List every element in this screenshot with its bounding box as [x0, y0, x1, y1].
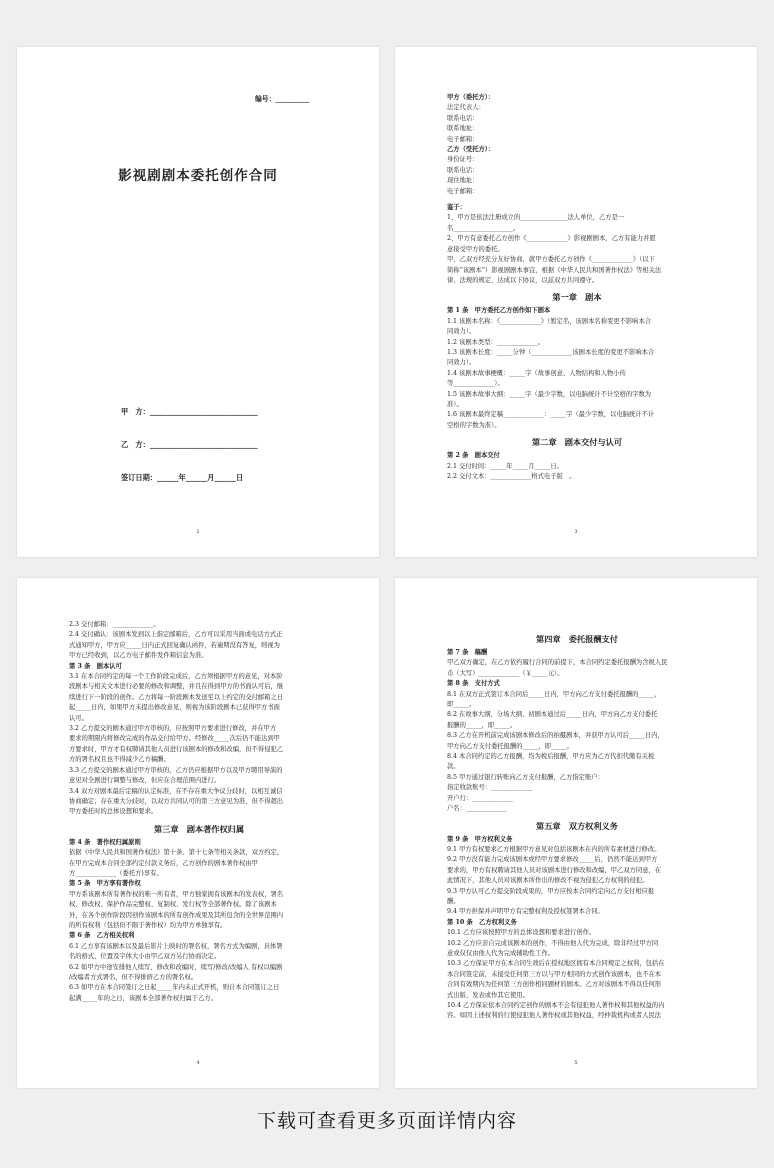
clause-heading: 第 5 条 甲方享有著作权 [69, 880, 141, 888]
text-line: 起_____日内，如果甲方未提出修改意见，则视为该阶段剧本已获得甲方书面 [69, 704, 280, 712]
text-line: 10.3 乙方保证甲方在本合同生效后在授权地区拥有本合同规定之权利，包括在 [447, 960, 665, 968]
page-4 [395, 578, 757, 1088]
text-line: 意或仅仅由他人代为完成辅助性工作。 [447, 949, 555, 957]
text-line: 8.2 在故事大纲、分场大纲、初剧本通过后_____日内，甲方向乙方支付委托 [447, 711, 658, 719]
text-line: 指定收款账号：_____________ [447, 784, 533, 792]
text-line: 3.2 乙方提交的剧本通过甲方审核的，应按照甲方要求进行修改，并在甲方 [69, 725, 277, 733]
text-line: 等_____________）。 [447, 380, 504, 388]
text-line: 1.6 该剧本最终定稿_____________：_____字（最少字数，以电脑统计不计 [447, 411, 655, 419]
text-line: 8.1 在双方正式签订本合同后_____日内，甲方向乙方支付委托报酬的_____， [447, 690, 661, 698]
chapter-heading: 第五章 双方权利义务 [536, 820, 618, 831]
text-line: 起满_____年的之日，该剧本全部著作权归属于乙方。 [69, 994, 217, 1002]
page-number: 2 [196, 529, 200, 535]
chapter-heading: 第四章 委托报酬支付 [536, 634, 618, 644]
sign-date-line: 签订日期：______年______月______日 [121, 473, 244, 482]
text-line: 3.1 在本合同约定的每一个工作阶段完成后，乙方须根据甲方的意见，对本阶 [69, 673, 283, 681]
text-line: 名的格式、位置及字体大小由甲乙双方另行协商决定。 [69, 953, 221, 961]
text-line: 式出版、发表或作其它使用。 [447, 991, 529, 999]
text-line: 1.3 该剧本长度：_____分钟（_____________该剧本长度的变更不影响本合 [447, 348, 655, 356]
text-line: 甲方向乙方支付委托报酬的_____，即_____。 [447, 742, 573, 750]
text-line: 身份证号： [447, 156, 479, 164]
text-line: 电子邮箱： [447, 187, 479, 195]
text-line: 甲乙双方确定，在乙方依约履行合同的前提下，本合同约定委托报酬为含税人民 [447, 659, 668, 667]
text-line: 1.2 该剧本类型：_____________。 [447, 338, 545, 346]
page-body [447, 628, 707, 1022]
text-line: 本合同签定前，未接受任何第三方以与甲方相同的方式创作该剧本，也不在本 [447, 970, 662, 978]
text-line: 要求的，甲方有权聘请其他人员对该剧本进行修改和改编，甲乙双方同意，在 [447, 866, 662, 874]
text-line: 酬。 [447, 897, 460, 905]
text-line: 9.1 甲方有权要求乙方根据甲方意见对包括该剧本在内的所有素材进行修改。 [447, 845, 661, 853]
text-line: 10.4 乙方保证依本合同约定创作的剧本不会有侵犯他人著作权和其他权益的内 [447, 1002, 665, 1009]
text-line: 8.4 本合同约定的乙方报酬，均为税后报酬，甲方应为乙方代扣代缴有关税 [447, 753, 655, 761]
text-line: 8.5 甲方通过银行转账向乙方支付报酬，乙方指定账户： [447, 773, 604, 781]
text-line: 款。 [447, 763, 460, 771]
text-line: 准）。 [447, 400, 463, 408]
text-line: 2、甲方有意委托乙方创作《_____________》影视剧剧本，乙方有能力并愿 [447, 235, 656, 243]
clause-heading: 乙方（受托方）： [447, 146, 495, 154]
text-line: 协商确定；存在重大分歧时，以双方共同认可的第三方意见为准，但不得超出 [69, 797, 284, 805]
clause-heading: 甲方（委托方）： [447, 94, 495, 101]
text-line: 现住地址： [447, 177, 479, 185]
text-line: 段剧本与相关文本进行必要的修改和调整，并且在得到甲方的书面认可后，继 [69, 683, 284, 691]
text-line: 方要求时，甲方才有权聘请其他人员进行该剧本的修改和改编，但不得侵犯乙 [69, 745, 284, 753]
page-2 [395, 47, 757, 557]
text-line: 1、甲方是依法注册成立的_______________法人单位，乙方是一 [447, 214, 625, 222]
text-line: 10.1 乙方应该按照甲方的总体设想和要求进行创作。 [447, 929, 596, 937]
clause-heading: 鉴于： [447, 204, 466, 212]
clause-heading: 第 10 条 乙方权利义务 [447, 918, 517, 926]
text-line: 2.4 交付确认：该剧本发到以上指定邮箱后，乙方可以采用当面或电话方式正 [69, 631, 283, 639]
text-line: 名___________________。 [447, 224, 520, 232]
more-pages-caption[interactable]: 下载可查看更多页面详情内容 [256, 1110, 517, 1132]
text-line: 认可。 [69, 714, 88, 722]
text-line: 2.1 交付时间：_____年_____月_____日。 [447, 462, 563, 470]
text-line: 的所有权利（包括但不限于著作权）均为甲方单独享有。 [69, 921, 227, 929]
page-body [447, 93, 707, 482]
text-line: 意见对全剧进行调整与修改，但应在合理范围内进行。 [69, 777, 221, 785]
text-line: 9.4 甲方担保并声明甲方有完整权利及授权签署本合同。 [447, 908, 604, 916]
text-line: 在甲方完成本合同全部约定付款义务后，乙方创作的剧本著作权由甲 [69, 859, 258, 867]
text-line: 简称“该剧本”）影视剧剧本事宜，根据《中华人民共和国著作权法》等相关法 [447, 266, 662, 274]
text-line: 2.3 交付邮箱：_____________。 [69, 621, 160, 628]
clause-heading: 第 1 条 甲方委托乙方创作如下剧本 [447, 307, 551, 315]
clause-heading: 第 4 条 著作权归属原则 [69, 838, 141, 846]
clause-heading: 第 9 条 甲方权利义务 [447, 835, 513, 843]
clause-heading: 第 7 条 稿酬 [447, 649, 488, 656]
text-line: 甲方系该剧本所有著作权的唯一所有者，甲方独家拥有该剧本的发表权、署名 [69, 890, 284, 898]
text-line: 1.1 该剧本名称：《_____________》（暂定名，该剧本名称变更不影响本合 [447, 317, 652, 325]
text-line: 6.1 乙方享有该剧本以及最后影片上映时的署名权，署名方式为编剧，具体署 [69, 942, 283, 950]
text-line: 1.4 该剧本故事梗概：_____字（故事创意、人物结构和人物小传 [447, 369, 626, 377]
page-cover [17, 47, 379, 557]
text-line: 权、修改权、保护作品完整权、复制权、发行权等全部著作权。除了该剧本 [69, 901, 277, 909]
page-number: 5 [574, 1060, 578, 1066]
text-line: 甲、乙双方经充分友好协商，就甲方委托乙方创作《_____________》（以下 [447, 256, 655, 264]
text-line: 9.3 甲方认可乙方提交阶段成果的，甲方应按本合同约定向乙方支付相应报 [447, 887, 655, 895]
clause-heading: 第 2 条 剧本交付 [447, 452, 500, 460]
text-line: 6.2 如甲方中途安排他人续写、修改和改编时，续写/修改/改编人 有权以编剧 [69, 963, 283, 971]
page-3 [17, 578, 379, 1088]
text-line: 8.3 乙方在开机前完成该剧本修改后的拍摄剧本，并获甲方认可后_____日内， [447, 732, 664, 740]
text-line: 律、法规的规定，达成以下协议，以兹双方共同遵守。 [447, 276, 599, 284]
text-line: 报酬的_____，即_____。 [447, 721, 517, 729]
text-line: 意接受甲方的委托。 [447, 245, 504, 253]
text-line: 户名：_____________ [447, 805, 507, 813]
page-number: 3 [574, 529, 578, 535]
text-line: 法定代表人： [447, 104, 485, 112]
text-line: 外，在各个创作阶段因创作该剧本的所有创作成果及其所包含的全世界范围内 [69, 911, 284, 919]
text-line: 电子邮箱： [447, 135, 479, 143]
chapter-heading: 第一章 剧本 [552, 292, 602, 303]
text-line: 空格的字数为准）。 [447, 421, 501, 429]
party-b-line: 乙 方：______________________________ [121, 440, 258, 449]
text-line: 9.2 甲方没有能力完成该剧本或经甲方要求修改_____后，仍然不能达到甲方 [447, 856, 658, 864]
text-line: 依据《中华人民共和国著作权法》第十条、第十七条等相关条款，双方约定， [69, 849, 284, 857]
text-line: 3.3 乙方提交的剧本通过甲方审核的，乙方仍应根据甲方以及甲方聘用导演的 [69, 766, 283, 774]
text-line: 甲方已经收到，以乙方电子邮件发件箱信息为准。 [69, 652, 208, 660]
text-line: 方_____________（委托方)享有。 [69, 869, 163, 877]
page-body [69, 620, 329, 1004]
text-line: 6.3 如甲方在本合同签订之日起_____年内未正式开机，则自本合同签订之日 [69, 984, 280, 992]
text-line: 联系地址： [447, 125, 479, 133]
text-line: 要求的期限内将修改完成的作品交付给甲方。经修改_____次后仍不能达到甲 [69, 735, 280, 743]
text-line: 式通知甲方，甲方应_____日内正式回复确认函件，若逾期没有答复，则视为 [69, 641, 280, 649]
chapter-heading: 第三章 剧本著作权归属 [153, 823, 245, 834]
text-line: 联系电话： [447, 114, 479, 122]
text-line: 开户行：_____________ [447, 794, 514, 802]
text-line: 容。如因上述权利的行使侵犯他人著作权或其他权益，经仲裁机构或者人民法 [447, 1012, 662, 1020]
text-line: 1.5 该剧本故事大纲：_____字（最少字数，以电脑统计不计空格的字数为 [447, 390, 652, 398]
text-line: 同效力）。 [447, 359, 476, 367]
text-line: 此情况下，其他人员对该剧本所作出的修改不视为侵犯乙方权利的侵犯。 [447, 877, 649, 885]
clause-heading: 第 3 条 剧本认可 [69, 662, 122, 670]
page-number: 4 [196, 1060, 200, 1066]
text-line: 2.2 交付文本：_____________格式电子版 。 [447, 473, 576, 480]
text-line: 甲方委托时的总体设想和要求。 [69, 808, 158, 816]
text-line: 3.4 双方对剧本最后定稿的认定标准，在不存在重大争议分歧时，以相互诚信 [69, 787, 283, 795]
text-line: 方的署名权且也不得减少乙方稿酬。 [69, 756, 170, 764]
text-line: /改编者方式署名，但不得排挤乙方的署名权。 [69, 974, 198, 981]
clause-heading: 第 8 条 支付方式 [447, 680, 500, 688]
text-line: 即_____。 [447, 701, 476, 709]
text-line: 联系电话： [447, 166, 479, 174]
text-line: 续进行下一阶段的创作。乙方将每一阶段剧本发送至以上约定的交付邮箱之日 [69, 693, 284, 701]
clause-heading: 第 6 条 乙方相关权利 [69, 932, 135, 940]
chapter-heading: 第二章 剧本交付与认可 [531, 437, 623, 448]
text-line: 同效力）。 [447, 328, 476, 336]
text-line: 10.2 乙方应亲自完成该剧本的创作，不得由他人代为完成，除非经过甲方同 [447, 939, 659, 947]
text-line: 合同有效期内为任何第三方创作相同题材的剧本。乙方对该剧本不得以任何形 [447, 981, 662, 989]
party-a-line: 甲 方：______________________________ [121, 407, 258, 416]
text-line: 币（大写）_____________（￥_____元）。 [447, 669, 564, 677]
contract-title: 影视剧剧本委托创作合同 [118, 168, 278, 184]
contract-number: 编号：__________ [255, 95, 310, 103]
